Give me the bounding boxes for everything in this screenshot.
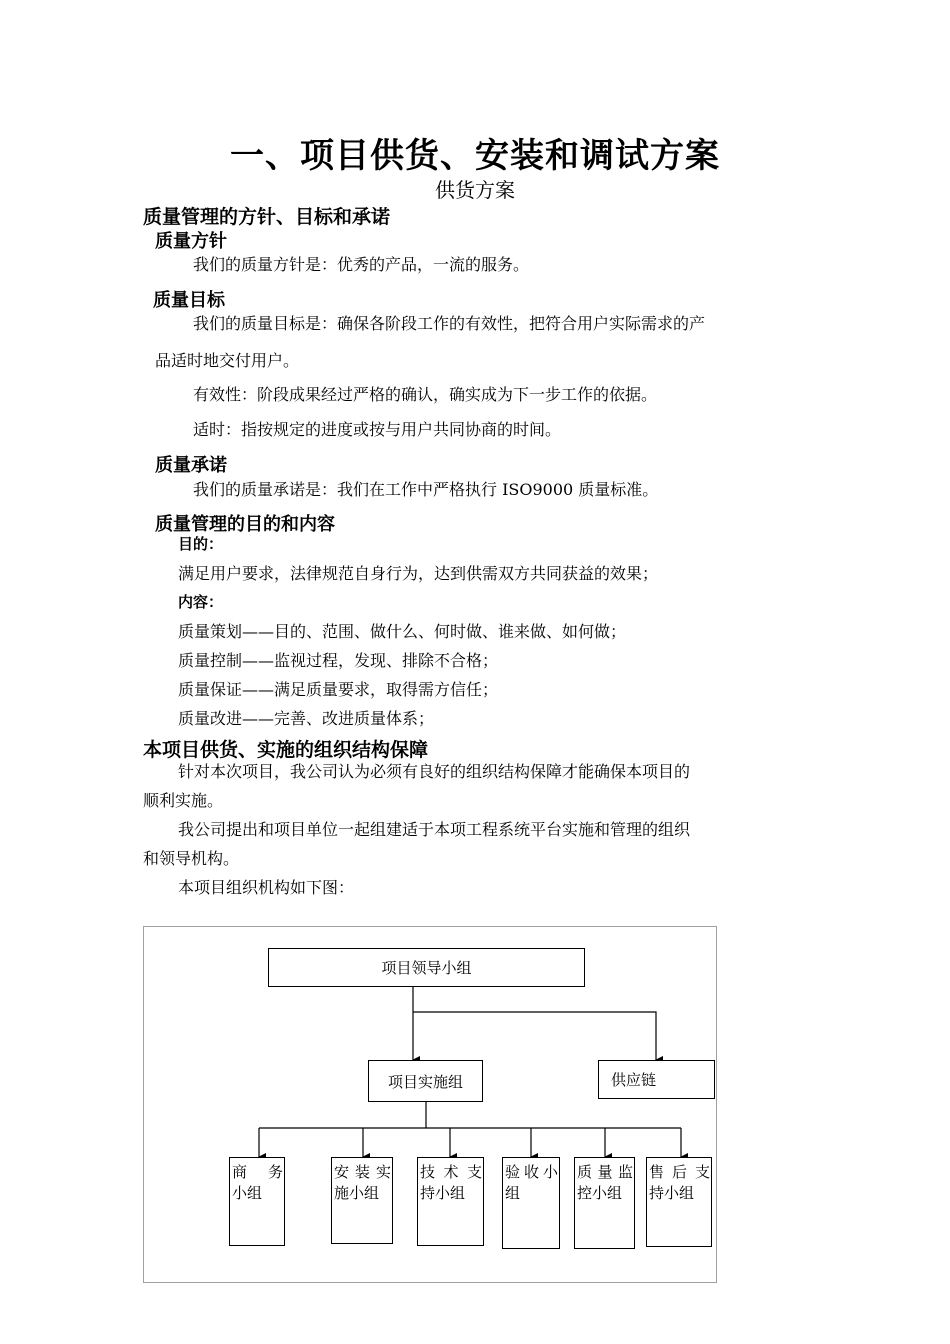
team-label-line2: 施小组 (334, 1184, 380, 1202)
team-label-line1: 验收小 (505, 1163, 558, 1181)
quality-commitment-text: 我们的质量承诺是：我们在工作中严格执行 ISO9000 质量标准。 (193, 480, 659, 499)
purpose-text: 满足用户要求，法律规范自身行为，达到供需双方共同获益的效果； (178, 564, 659, 583)
page-subtitle: 供货方案 (435, 178, 515, 202)
quality-goal-text-line2: 品适时地交付用户。 (155, 351, 300, 370)
content-label: 内容： (178, 593, 224, 611)
org-node-team (502, 1157, 560, 1249)
quality-policy-text: 我们的质量方针是：优秀的产品，一流的服务。 (193, 255, 530, 274)
org-node-leader: 项目领导小组 (268, 948, 585, 987)
section-heading-organization: 本项目供货、实施的组织结构保障 (143, 739, 429, 761)
effectiveness-text: 有效性：阶段成果经过严格的确认，确实成为下一步工作的依据。 (193, 385, 658, 404)
org-node-supply: 供应链 (598, 1060, 715, 1099)
purpose-label: 目的： (178, 535, 224, 553)
org-node-impl: 项目实施组 (368, 1060, 483, 1102)
section-heading-quality: 质量管理的方针、目标和承诺 (143, 206, 391, 228)
content-item: 质量保证——满足质量要求，取得需方信任； (178, 680, 499, 699)
org-paragraph3: 本项目组织机构如下图： (178, 878, 355, 897)
heading-quality-policy: 质量方针 (155, 231, 227, 252)
heading-quality-commitment: 质量承诺 (155, 455, 227, 476)
org-paragraph1-line1: 针对本次项目，我公司认为必须有良好的组织结构保障才能确保本项目的 (178, 762, 691, 781)
heading-quality-goal: 质量目标 (153, 290, 225, 311)
timely-text: 适时：指按规定的进度或按与用户共同协商的时间。 (193, 420, 562, 439)
content-item: 质量改进——完善、改进质量体系； (178, 709, 435, 728)
org-paragraph1-line2: 顺利实施。 (143, 791, 224, 810)
page-title: 一、项目供货、安装和调试方案 (230, 136, 720, 176)
team-label-line1: 商务 (232, 1163, 283, 1181)
team-label-line1: 售后支 (649, 1163, 710, 1181)
org-node-team (331, 1157, 393, 1244)
org-paragraph2-line2: 和领导机构。 (143, 849, 240, 868)
content-item: 质量控制——监视过程，发现、排除不合格； (178, 651, 499, 670)
content-item: 质量策划——目的、范围、做什么、何时做、谁来做、如何做； (178, 622, 627, 641)
org-node-team (417, 1157, 484, 1246)
team-label-line2: 小组 (232, 1184, 263, 1202)
org-paragraph2-line1: 我公司提出和项目单位一起组建适于本项工程系统平台实施和管理的组织 (178, 820, 691, 839)
org-node-team (646, 1157, 712, 1247)
org-node-team (229, 1157, 285, 1246)
team-label-line2: 持小组 (649, 1184, 695, 1202)
heading-quality-purpose: 质量管理的目的和内容 (155, 514, 335, 535)
team-label-line1: 安装实 (334, 1163, 391, 1181)
org-node-team (574, 1157, 635, 1249)
team-label-line1: 技术支 (420, 1163, 482, 1181)
team-label-line1: 质量监 (577, 1163, 633, 1181)
org-chart (143, 926, 717, 1283)
quality-goal-text-line1: 我们的质量目标是：确保各阶段工作的有效性，把符合用户实际需求的产 (193, 314, 706, 333)
team-label-line2: 持小组 (420, 1184, 466, 1202)
team-label-line2: 控小组 (577, 1184, 623, 1202)
team-label-line2: 组 (505, 1184, 521, 1202)
